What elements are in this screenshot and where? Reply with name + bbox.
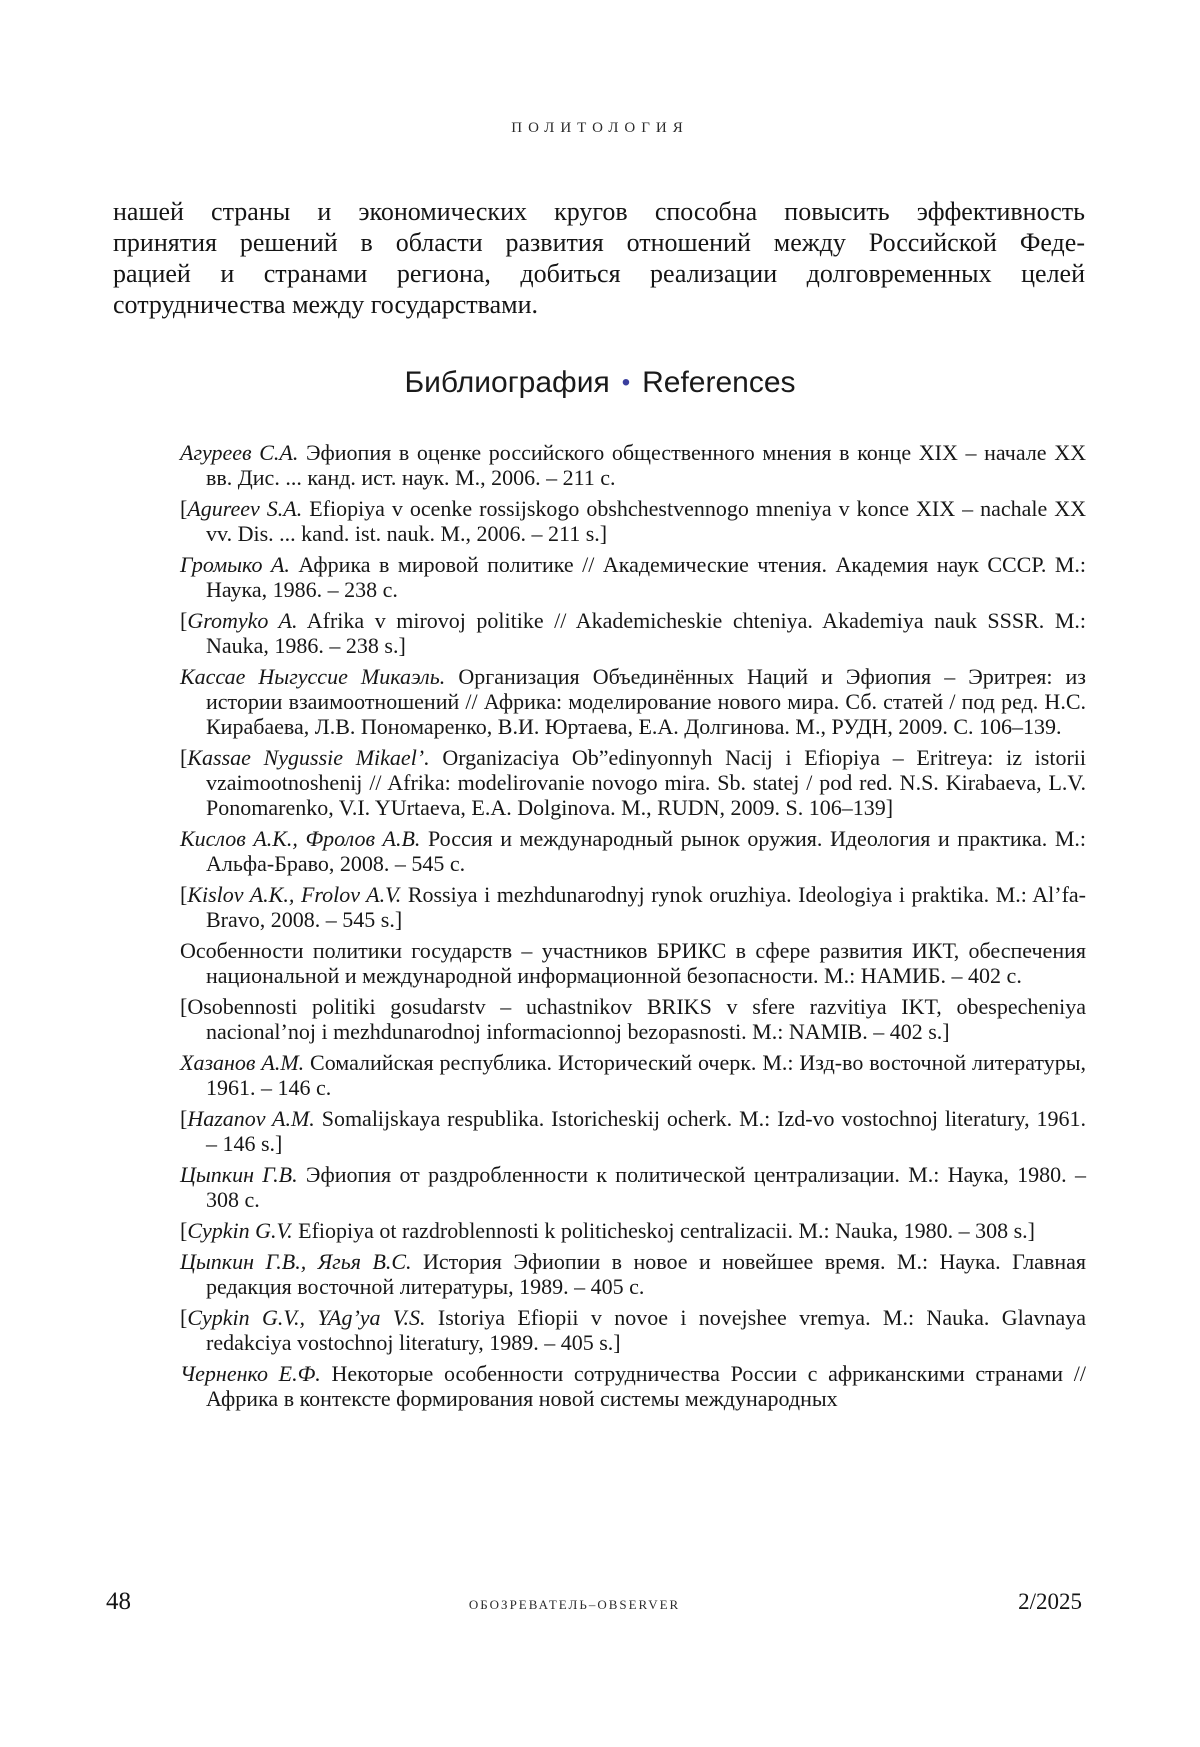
issue-number: 2/2025 (1018, 1589, 1082, 1614)
entry-author: Hazanov A.M. (187, 1106, 315, 1131)
intro-line: сотрудничества между государствами. (113, 290, 539, 319)
bibliography-title-en: References (642, 366, 796, 399)
entry-author: Kassae Nygussie Mikael’. (187, 745, 430, 770)
entry-author: Цыпкин Г.В., Ягья В.С. (180, 1249, 412, 1274)
bibliography-entry (180, 440, 1086, 490)
intro-line: нашей страны и экономических кругов способна повысить эффективность (113, 197, 1085, 226)
bibliography-entry: [Cypkin G.V. Efiopiya ot razdroblennosti k politicheskoj centralizacii. M.: Nauka, 1980. – 308 s.] (180, 1218, 1035, 1243)
bibliography-entry: [Hazanov A.M. Somalijskaya respublika. Istoricheskij ocherk. M.: Izd-vo vostochnoj literatury, 1961. – 146 s.] (180, 1106, 1086, 1156)
entry-text: Somalijskaya respublika. Istoricheskij ocherk. M.: Izd-vo vostochnoj literatury, 1961. – 146 s.] (206, 1106, 1086, 1156)
entry-text: Afrika v mirovoj politike // Akademicheskie chteniya. Akademiya nauk SSSR. M.: Nauka, 1986. – 238 s.] (206, 608, 1086, 658)
entry-text: Сомалийская республика. Исторический очерк. М.: Изд-во восточной литературы, 1961. – 146 с. (206, 1050, 1086, 1100)
entry-author: Громыко А. (180, 552, 290, 577)
bibliography-entry: [Cypkin G.V., YAg’ya V.S. Istoriya Efiopii v novoe i novejshee vremya. M.: Nauka. Glavnaya redakciya vostochnoj literatury, 1989. – 405 s.] (180, 1305, 1086, 1355)
entry-text: Istoriya Efiopii v novoe i novejshee vremya. M.: Nauka. Glavnaya redakciya vostochnoj literatury, 1989. – 405 s.] (206, 1305, 1086, 1355)
entry-author: Gromyko A. (187, 608, 298, 633)
bibliography-entry (180, 1249, 1086, 1299)
entry-text: Особенности политики государств – участников БРИКС в сфере развития ИКТ, обеспечения национальной и международной информационной безопасности. М.: НАМИБ. – 402 с. (180, 938, 1086, 988)
entry-author: Цыпкин Г.В. (180, 1162, 298, 1187)
entry-text: Организация Объединённых Наций и Эфиопия – Эритрея: из истории взаимоотношений // Африка: моделирование нового мира. Сб. статей / под ред. Н.С. Кирабаева, Л.В. Пономаренко, В.И. Юртаева, Е.А. Долгинова. М., РУДН, 2009. С. 106–139. (206, 664, 1087, 739)
bibliography-entry (180, 664, 1086, 739)
bibliography-title-ru: Библиография (404, 366, 610, 399)
bibliography-entry (180, 552, 1086, 602)
entry-author: Хазанов А.М. (180, 1050, 305, 1075)
entry-text: Россия и международный рынок оружия. Идеология и практика. М.: Альфа-Браво, 2008. – 545 с. (206, 826, 1086, 876)
entry-text: Efiopiya v ocenke rossijskogo obshchestvennogo mneniya v konce XIX – nachale XX vv. Dis. ... kand. ist. nauk. M., 2006. – 211 s.] (206, 496, 1086, 546)
intro-paragraph (113, 196, 1085, 320)
section-header: ПОЛИТОЛОГИЯ (511, 120, 689, 136)
entry-author: Kislov A.K., Frolov A.V. (187, 882, 402, 907)
entry-author: Cypkin G.V. (187, 1218, 293, 1243)
bullet-separator-icon: • (621, 369, 631, 396)
bibliography-entry: [Kislov A.K., Frolov A.V. Rossiya i mezhdunarodnyj rynok oruzhiya. Ideologiya i praktika. M.: Al’fa-Bravo, 2008. – 545 s.] (180, 882, 1086, 932)
bibliography-entry: [Agureev S.A. Efiopiya v ocenke rossijskogo obshchestvennogo mneniya v konce XIX – nachale XX vv. Dis. ... kand. ist. nauk. M., 2006. – 211 s.] (180, 496, 1086, 546)
page-footer (106, 1588, 1082, 1616)
bibliography-entry (180, 1361, 1086, 1411)
page-number: 48 (106, 1588, 131, 1615)
bibliography-entry (180, 1050, 1086, 1100)
journal-name: ОБОЗРЕВАТЕЛЬ–OBSERVER (468, 1597, 681, 1612)
entry-text: Rossiya i mezhdunarodnyj rynok oruzhiya. Ideologiya i praktika. M.: Al’fa-Bravo, 2008. – 545 s.] (206, 882, 1086, 932)
entry-author: Черненко Е.Ф. (180, 1361, 321, 1386)
entry-text: Organizaciya Ob”edinyonnyh Nacij i Efiopiya – Eritreya: iz istorii vzaimootnoshenij // Afrika: modelirovanie novogo mira. Sb. statej / pod red. N.S. Kirabaeva, L.V. Ponomarenko, V.I. YUrtaeva, E.A. Dolginova. M., RUDN, 2009. S. 106–139] (206, 745, 1087, 820)
bibliography-list (180, 440, 1086, 1417)
entry-text: История Эфиопии в новое и новейшее время. М.: Наука. Главная редакция восточной литературы, 1989. – 405 с. (206, 1249, 1086, 1299)
bibliography-entry (180, 938, 1086, 988)
entry-author: Cypkin G.V., YAg’ya V.S. (187, 1305, 426, 1330)
entry-author: Кассае Ныгуссие Микаэль. (180, 664, 446, 689)
bibliography-entry: [Kassae Nygussie Mikael’. Organizaciya Ob”edinyonnyh Nacij i Efiopiya – Eritreya: iz istorii vzaimootnoshenij // Afrika: modelirovanie novogo mira. Sb. statej / pod red. N.S. Kirabaeva, L.V. Ponomarenko, V.I. YUrtaeva, E.A. Dolginova. M., RUDN, 2009. S. 106–139] (180, 745, 1087, 820)
entry-author: Агуреев С.А. (180, 440, 299, 465)
bibliography-entry (180, 1162, 1086, 1212)
entry-text: Эфиопия от раздробленности к политической централизации. М.: Наука, 1980. – 308 с. (206, 1162, 1086, 1212)
intro-line: принятия решений в области развития отношений между Российской Феде- (113, 228, 1085, 257)
bibliography-heading (0, 366, 1200, 400)
entry-author: Кислов А.К., Фролов А.В. (180, 826, 421, 851)
entry-text: [Osobennosti politiki gosudarstv – uchastnikov BRIKS v sfere razvitiya IKT, obespecheniya nacional’noj i mezhdunarodnoj informacionnoj bezopasnosti. M.: NAMIB. – 402 s.] (180, 994, 1086, 1044)
entry-text: Африка в мировой политике // Академические чтения. Академия наук СССР. М.: Наука, 1986. – 238 с. (206, 552, 1086, 602)
intro-line: рацией и странами региона, добиться реализации долговременных целей (113, 259, 1085, 288)
bibliography-entry (180, 826, 1086, 876)
bibliography-entry (180, 994, 1086, 1044)
entry-text: Efiopiya ot razdroblennosti k politicheskoj centralizacii. M.: Nauka, 1980. – 308 s.] (292, 1218, 1035, 1243)
entry-author: Agureev S.A. (187, 496, 303, 521)
entry-text: Некоторые особенности сотрудничества России с африканскими странами // Африка в контексте формирования новой системы международных (206, 1361, 1086, 1411)
bibliography-entry: [Gromyko A. Afrika v mirovoj politike // Akademicheskie chteniya. Akademiya nauk SSSR. M.: Nauka, 1986. – 238 s.] (180, 608, 1086, 658)
entry-text: Эфиопия в оценке российского общественного мнения в конце XIX – начале XX вв. Дис. ... канд. ист. наук. М., 2006. – 211 с. (206, 440, 1087, 490)
